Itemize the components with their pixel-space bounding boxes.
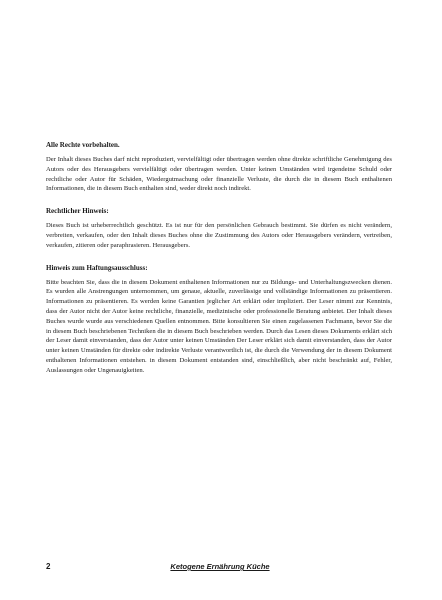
- section-paragraph: Dieses Buch ist urheberrechtlich geschützt. Es ist nur für den persönlichen Gebrauch bestimmt. Sie dürfen es nicht verändern, verbreiten, verkaufen, oder den Inhalt dieses Buches ohne die Zustimmung des Autors oder Herausgebers verändern, vertreiben, verkaufen, zitieren oder paraphrasieren. Herausgebers.: [46, 222, 392, 249]
- page-number: 2: [46, 562, 51, 571]
- section-heading: Hinweis zum Haftungsausschluss:: [46, 263, 148, 272]
- section-paragraph: Bitte beachten Sie, dass die in diesem Dokument enthaltenen Informationen nur zu Bildungs- und Unterhaltungszwecken dienen. Es wurden alle Anstrengungen unternommen, um genaue, aktuelle, zuverlässige und vollständige Informationen zu präsentieren. Informationen zu präsentieren. Es werden keine Garantien jeglicher Art erklärt oder impliziert. Der Leser nimmt zur Kenntnis, dass der Autor nicht der Autor keine rechtliche, finanzielle, medizinische oder professionelle Beratung anbietet. Der Inhalt dieses Buches wurde wurde aus verschiedenen Quellen entnommen. Bitte konsultieren Sie einen zugelassenen Fachmann, bevor Sie die in diesem Buch beschriebenen Techniken die in diesem Buch beschrieben werden. Durch das Lesen dieses Dokuments erklärt sich der Leser damit einverstanden, dass der Autor unter keinen Umständen Der Leser erklärt sich damit einverstanden, dass der Autor unter keinen Umständen für direkte oder indirekte Verluste verantwortlich ist, die durch die Verwendung der in diesem Dokument enthaltenen Informationen entstehen. in diesem Dokument entstanden sind, einschließlich, aber nicht beschränkt auf, Fehler, Auslassungen oder Ungenauigkeiten.: [46, 278, 392, 374]
- section-paragraph: Der Inhalt dieses Buches darf nicht reproduziert, vervielfältigt oder übertragen werden ohne direkte schriftliche Genehmigung des Autors oder des Herausgebers vervielfältigt oder übertragen werden. Unter keinen Umständen wird irgendeine Schuld oder rechtliche oder Autor für Schäden, Wiedergutmachung oder finanzielle Verluste, die durch die in diesem Buch enthaltenen Informationen, die in diesem Buch enthalten sind, weder direkt noch indirekt.: [46, 156, 392, 193]
- page-footer: [46, 561, 392, 575]
- page-content: [46, 140, 392, 388]
- section-legal-notice: [46, 206, 392, 250]
- section-rights-reserved: [46, 140, 392, 194]
- book-title: Ketogene Ernährung Küche: [170, 562, 270, 571]
- section-disclaimer: [46, 263, 392, 376]
- section-heading: Rechtlicher Hinweis:: [46, 207, 109, 216]
- section-heading: Alle Rechte vorbehalten.: [46, 141, 120, 149]
